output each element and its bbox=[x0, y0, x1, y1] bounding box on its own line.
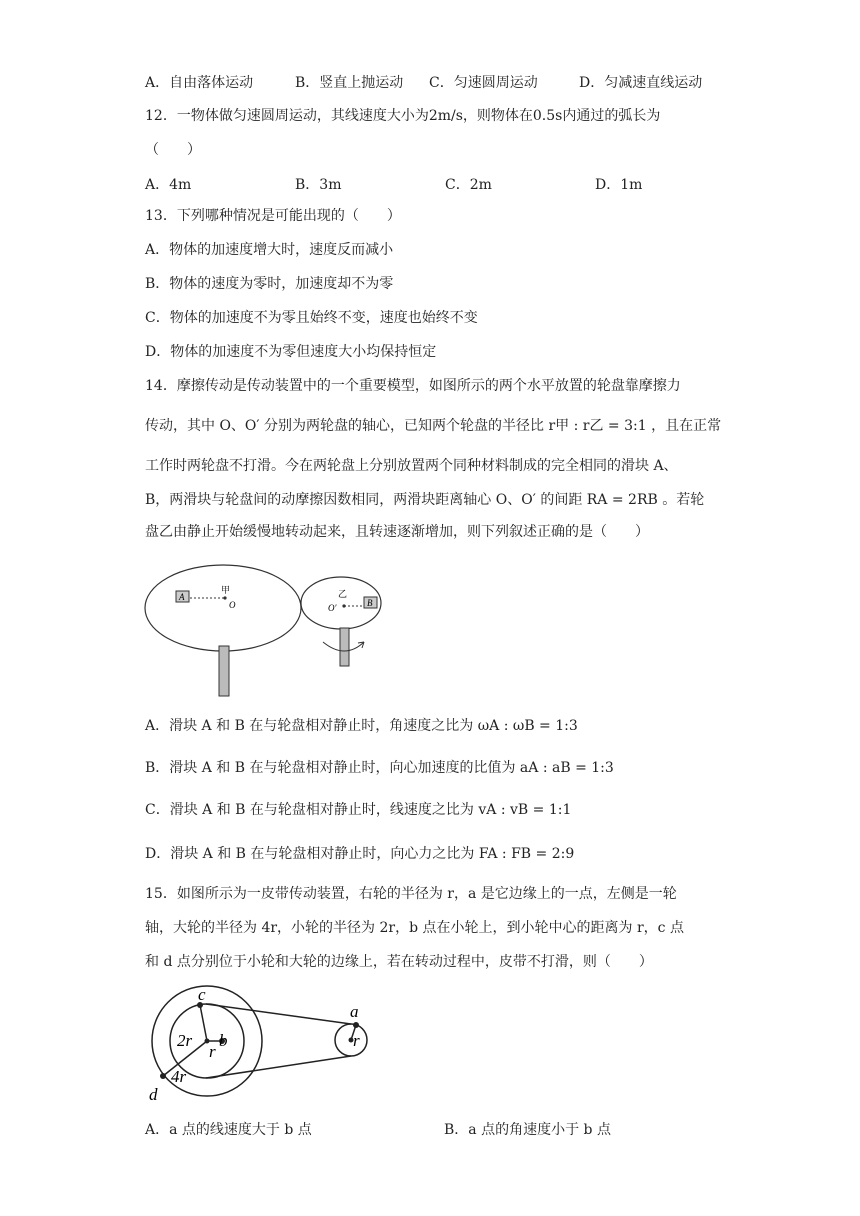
q12-stem: 12．一物体做匀速圆周运动，其线速度大小为2m/s，则物体在0.5s内通过的弧长为 bbox=[145, 108, 661, 124]
q14-line-4: B，两滑块与轮盘间的动摩擦因数相同，两滑块距离轴心 O、O′ 的间距 RA = 2RB 。若轮 bbox=[145, 492, 705, 508]
label-d: d bbox=[149, 1085, 158, 1104]
q11-option-b: B．竖直上抛运动 bbox=[295, 75, 404, 91]
axis-o-dot bbox=[223, 596, 226, 599]
belt-top bbox=[206, 1004, 351, 1024]
q14-option-b: B．滑块 A 和 B 在与轮盘相对静止时，向心加速度的比值为 aA : aB = 1:3 bbox=[145, 760, 614, 776]
label-r-right: r bbox=[353, 1031, 360, 1050]
q14-option-c: C．滑块 A 和 B 在与轮盘相对静止时，线速度之比为 vA : vB = 1:1 bbox=[145, 802, 572, 818]
q12-option-c: C．2m bbox=[445, 177, 492, 193]
disk-yi-label: 乙 bbox=[338, 590, 348, 600]
q14-option-a: A．滑块 A 和 B 在与轮盘相对静止时，角速度之比为 ωA : ωB = 1:3 bbox=[145, 718, 578, 734]
q15-option-b: B．a 点的角速度小于 b 点 bbox=[444, 1122, 611, 1138]
disk-jia-label: 甲 bbox=[221, 586, 231, 596]
label-2r: 2r bbox=[177, 1031, 193, 1050]
q12-option-a: A．4m bbox=[145, 177, 192, 193]
q15-line-1: 15．如图所示为一皮带传动装置，右轮的半径为 r，a 是它边缘上的一点，左侧是一轮 bbox=[145, 886, 677, 902]
q14-line-3: 工作时两轮盘不打滑。今在两轮盘上分别放置两个同种材料制成的完全相同的滑块 A、 bbox=[145, 458, 678, 474]
q11-option-c: C．匀速圆周运动 bbox=[429, 75, 538, 91]
q12-paren: （ ） bbox=[145, 142, 201, 158]
q14-line-1: 14．摩擦传动是传动装置中的一个重要模型，如图所示的两个水平放置的轮盘靠摩擦力 bbox=[145, 378, 681, 394]
point-d-dot bbox=[160, 1073, 166, 1079]
label-r-inner: r bbox=[209, 1042, 216, 1061]
q13-option-a: A．物体的加速度增大时，速度反而减小 bbox=[145, 242, 394, 258]
q13-option-d: D．物体的加速度不为零但速度大小均保持恒定 bbox=[145, 344, 437, 360]
q15-line-2: 轴，大轮的半径为 4r，小轮的半径为 2r，b 点在小轮上，到小轮中心的距离为 r，c 点 bbox=[145, 920, 684, 936]
axis-o2-label: O′ bbox=[328, 603, 337, 613]
axis-o-label: O bbox=[229, 600, 236, 610]
q15-option-a: A．a 点的线速度大于 b 点 bbox=[145, 1122, 312, 1138]
slider-b-label: B bbox=[367, 598, 373, 608]
label-4r: 4r bbox=[171, 1067, 187, 1086]
point-a-dot bbox=[353, 1022, 359, 1028]
q12-option-d: D．1m bbox=[595, 177, 643, 193]
friction-disk-figure bbox=[140, 560, 400, 705]
q12-options bbox=[145, 174, 745, 194]
shaft-yi bbox=[340, 628, 349, 666]
q11-option-a: A．自由落体运动 bbox=[145, 75, 254, 91]
q11-options bbox=[145, 72, 745, 92]
q15-line-3: 和 d 点分别位于小轮和大轮的边缘上，若在转动过程中，皮带不打滑，则（ ） bbox=[145, 954, 653, 970]
q14-line-2: 传动，其中 O、O′ 分别为两轮盘的轴心，已知两个轮盘的半径比 r甲 : r乙 = 3:1 ，且在正常 bbox=[145, 418, 722, 434]
slider-a-label: A bbox=[179, 592, 185, 602]
label-c: c bbox=[198, 985, 206, 1004]
radius-2r-line bbox=[200, 1005, 207, 1041]
q13-option-b: B．物体的速度为零时，加速度却不为零 bbox=[145, 276, 394, 292]
belt-bottom bbox=[206, 1056, 351, 1078]
q13-stem: 13．下列哪种情况是可能出现的（ ） bbox=[145, 208, 401, 224]
belt-drive-figure bbox=[140, 985, 380, 1105]
label-b: b bbox=[219, 1031, 228, 1050]
q12-option-b: B．3m bbox=[295, 177, 342, 193]
label-a: a bbox=[350, 1002, 359, 1021]
q11-option-d: D．匀减速直线运动 bbox=[579, 75, 703, 91]
disk-jia bbox=[145, 565, 301, 651]
shaft-jia bbox=[219, 646, 229, 696]
q13-option-c: C．物体的加速度不为零且始终不变，速度也始终不变 bbox=[145, 310, 478, 326]
q14-line-5: 盘乙由静止开始缓慢地转动起来，且转速逐渐增加，则下列叙述正确的是（ ） bbox=[145, 524, 649, 540]
q14-option-d: D．滑块 A 和 B 在与轮盘相对静止时，向心力之比为 FA : FB = 2:9 bbox=[145, 846, 575, 862]
